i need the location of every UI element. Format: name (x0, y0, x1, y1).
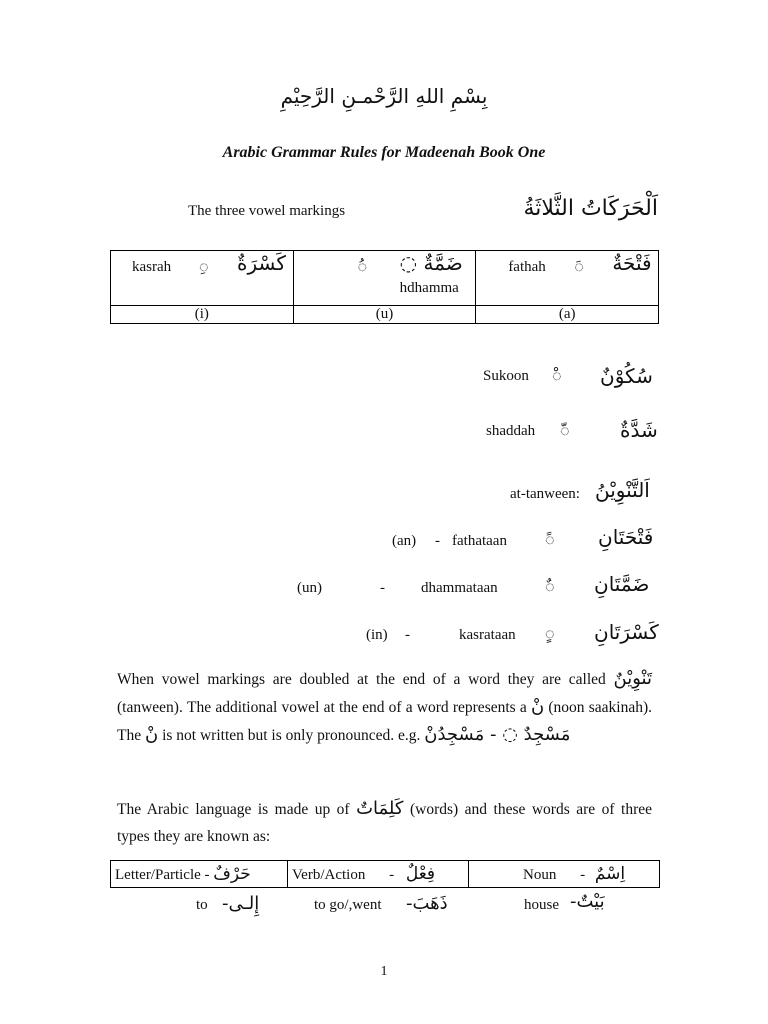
para1-text3: (noon saakinah). The (117, 699, 653, 744)
fathah-cell (476, 251, 659, 306)
fathataan-arabic: فَتْحَتَانِ (598, 525, 654, 549)
dhamma-arabic: ضَمَّةٌ ◌ (399, 251, 463, 275)
fathah-symbol: َ◌ (574, 259, 584, 276)
dhamma-cell (293, 251, 476, 306)
dhammataan-dash: - (380, 580, 385, 596)
para1-tanween-word: تَنْوِيْنٌ (613, 668, 652, 689)
para1-noon: نْ (530, 696, 545, 717)
tanween-heading-arabic: اَلتَّنْوِيْنُ (595, 478, 650, 502)
noun-cell (469, 861, 660, 888)
verb-label: Verb/Action (292, 867, 366, 883)
fathataan-dash: - (435, 533, 440, 549)
sukoon-name: Sukoon (483, 368, 529, 384)
kasrataan-symbol: ٍ◌ (545, 626, 555, 643)
sukoon-symbol: ْ◌ (552, 368, 562, 385)
para1-text4: is not written but is only pronounced. e.g. (162, 727, 421, 744)
kasrataan-sound: (in) (366, 627, 388, 643)
shaddah-name: shaddah (486, 423, 536, 439)
kasrah-name: kasrah (132, 259, 172, 275)
sukoon-arabic: سُكُوْنٌ (600, 364, 653, 388)
letter-label: Letter/Particle - (115, 867, 210, 883)
vowel-table (110, 250, 659, 324)
dhammataan-symbol: ٌ◌ (545, 579, 555, 596)
kasrah-arabic: كَسْرَةٌ (237, 251, 286, 275)
verb-cell (288, 861, 469, 888)
fathah-sound: (a) (476, 306, 659, 324)
fathah-name: fathah (508, 259, 546, 275)
shaddah-symbol: ّ◌ (560, 423, 570, 440)
fathataan-symbol: ً◌ (545, 532, 555, 549)
kasrataan-dash: - (405, 627, 410, 643)
shaddah-arabic: شَدَّةٌ (620, 418, 658, 442)
noun-example-english: house (524, 897, 559, 913)
dhamma-symbol: ُ◌ (357, 259, 368, 276)
letter-example-english: to (196, 897, 208, 913)
page-number: 1 (380, 964, 388, 979)
vowel-markings-arabic-title: اَلْحَرَكَاتُ الثَّلاثَةُ (523, 196, 658, 221)
dhammataan-name: dhammataan (421, 580, 498, 596)
fathah-arabic: فَتْحَةٌ (612, 251, 652, 275)
noun-arabic: اِسْمٌ (594, 864, 626, 884)
tanween-paragraph (117, 665, 652, 749)
tanween-heading: at-tanween: (510, 486, 580, 502)
dhamma-name: hdhamma (399, 280, 459, 296)
para1-text2: (tanween). The additional vowel at the end of a word represents a (117, 699, 527, 716)
dhammataan-sound: (un) (297, 580, 322, 596)
verb-dash: - (389, 867, 395, 883)
para1-text1: When vowel markings are doubled at the end of a word they are called (117, 671, 606, 688)
letter-cell (111, 861, 288, 888)
para2-text1: The Arabic language is made up of (117, 801, 350, 818)
para1-noon-2: نْ (144, 724, 159, 745)
word-types-table (110, 860, 660, 888)
dhamma-sound: (u) (293, 306, 476, 324)
verb-example-arabic: ذَهَبَ- (406, 893, 448, 914)
para2-words-arabic: كَلِمَاتٌ (356, 798, 404, 819)
para1-example: مَسْجِدٌ ◌ - مَسْجِدُنْ (424, 724, 571, 745)
verb-example-english: to go/,went (314, 897, 382, 913)
dhammataan-arabic: ضَمَّتَانِ (594, 572, 650, 596)
vowel-markings-label: The three vowel markings (188, 203, 346, 219)
kasrataan-name: kasrataan (459, 627, 516, 643)
fathataan-name: fathataan (452, 533, 507, 549)
letter-example-arabic: إِلـى- (222, 893, 260, 914)
kasrah-sound: (i) (111, 306, 294, 324)
fathataan-sound: (an) (392, 533, 417, 549)
kasrah-cell (111, 251, 294, 306)
basmala: بِسْمِ اللهِ الرَّحْمـنِ الرَّحِيْمِ (280, 84, 488, 108)
document-title: Arabic Grammar Rules for Madeenah Book One (222, 144, 546, 161)
noun-label: Noun (523, 867, 557, 883)
para2-text2: (words) and these words are of three types they are known as: (117, 801, 653, 845)
kasrah-symbol: ِ◌ (199, 259, 209, 276)
noun-dash: - (580, 867, 586, 883)
kasrataan-arabic: كَسْرَتَانِ (594, 620, 659, 644)
noun-example-arabic: بَيْتٌ- (570, 891, 605, 912)
letter-arabic: حَرْفٌ (213, 864, 251, 884)
word-types-paragraph (117, 795, 652, 850)
verb-arabic: فِعْلٌ (405, 864, 436, 884)
